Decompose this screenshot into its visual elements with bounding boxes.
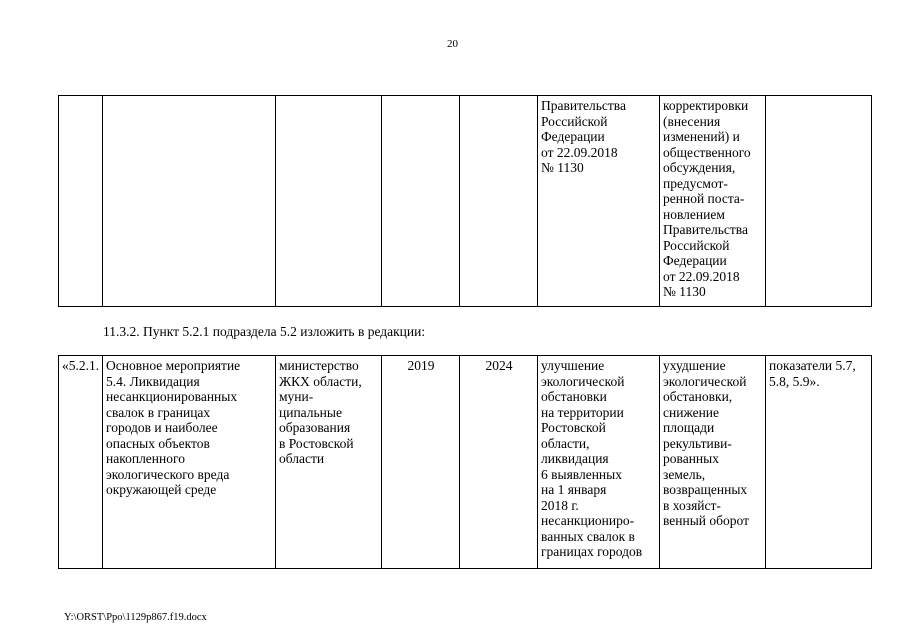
table-cell (103, 96, 276, 307)
table-row (59, 356, 872, 569)
table-cell (59, 96, 103, 307)
table-row (59, 96, 872, 307)
item-number-cell: «5.2.1. (59, 356, 103, 569)
file-path-footer: Y:\ORST\Ppo\1129p867.f19.docx (64, 612, 207, 623)
amendment-table (58, 355, 872, 569)
consequences-cell: ухудшение экологической обстановки, снижение площади рекультиви- рованных земель, возвращенных в хозяйст- венный оборот (660, 356, 766, 569)
end-year-cell: 2024 (460, 356, 538, 569)
table-cell: корректировки (внесения изменений) и общественного обсуждения, предусмот- ренной поста- новлением Правительства Российской Федерации от 22.09.2018 № 1130 (660, 96, 766, 307)
indicators-cell: показатели 5.7, 5.8, 5.9». (766, 356, 872, 569)
executor-cell: министерство ЖКХ области, муни- ципальные образования в Ростовской области (276, 356, 382, 569)
expected-result-cell: улучшение экологической обстановки на территории Ростовской области, ликвидация 6 выявленных на 1 января 2018 г. несанкциониро- ванных свалок в границах городов (538, 356, 660, 569)
table-cell (382, 96, 460, 307)
page-number: 20 (447, 38, 458, 50)
table-cell (276, 96, 382, 307)
continuation-table (58, 95, 872, 307)
start-year-cell: 2019 (382, 356, 460, 569)
table-cell: Правительства Российской Федерации от 22.09.2018 № 1130 (538, 96, 660, 307)
table-cell (460, 96, 538, 307)
measure-name-cell: Основное мероприятие 5.4. Ликвидация несанкционированных свалок в границах городов и наиболее опасных объектов накопленного экологического вреда окружающей среде (103, 356, 276, 569)
table-cell (766, 96, 872, 307)
amendment-paragraph: 11.3.2. Пункт 5.2.1 подраздела 5.2 изложить в редакции: (103, 324, 426, 339)
